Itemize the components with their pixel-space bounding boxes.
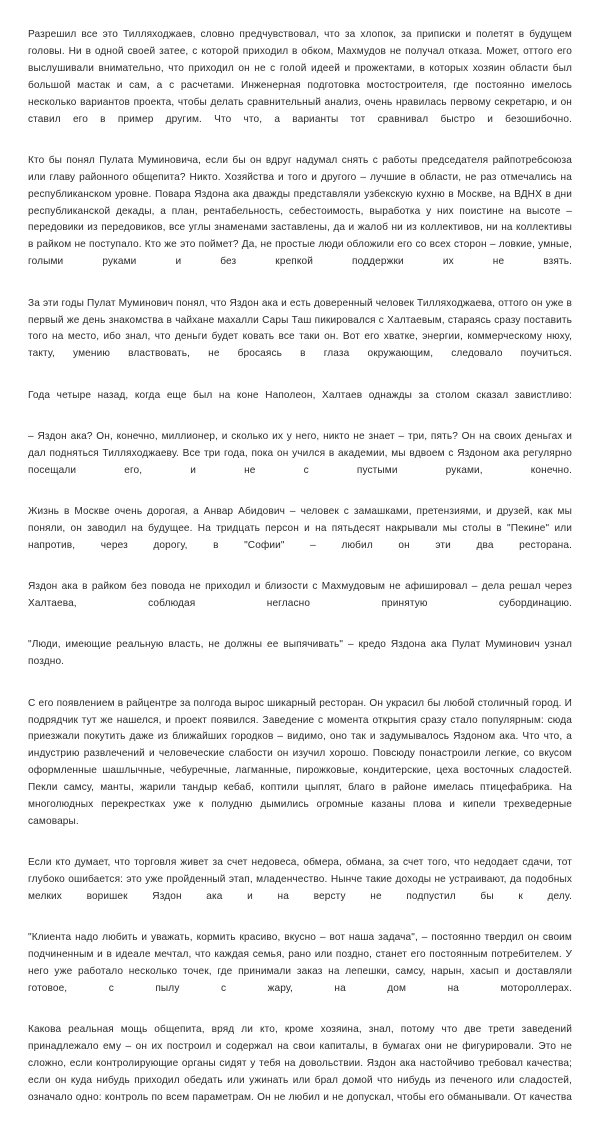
paragraph: Какова реальная мощь общепита, вряд ли кто, кроме хозяина, знал, потому что две трети заведений принадлежало ему – он их построил и содержал на свои капиталы, в бумагах они не фигурировали. Это не сложно, если контролирующие органы сидят у тебя на довольствии. Яздон ака настойчиво требовал качества; если он куда нибудь приходил обедать или ужинать или брал домой что нибудь из печеного или сладостей, означало одно: контроль по всем параметрам. Он не любил и не допускал, чтобы его обманывали. От качества <box>28 1024 572 1104</box>
document-text-body <box>28 27 572 1124</box>
paragraph: "Клиента надо любить и уважать, кормить красиво, вкусно – вот наша задача", – постоянно твердил он своим подчиненным и в идеале мечтал, что каждая семья, рано или поздно, станет его постоянным потребителем. У него уже работало несколько точек, где принимали заказ на лепешки, самсу, нарын, хасып и доставляли готовое, с пылу с жару, на дом на мотороллерах. <box>28 932 572 995</box>
paragraph: Жизнь в Москве очень дорогая, а Анвар Абидович – человек с замашками, претензиями, и друзей, как мы поняли, он заводил на будущее. На тридцать персон и на пятьдесят накрывали мы столы в "Пекине" или напротив, через дорогу, в "Софии" – любил он эти два ресторана. <box>28 506 572 551</box>
paragraph: Кто бы понял Пулата Муминовича, если бы он вдруг надумал снять с работы председателя райпотребсоюза или главу районного общепита? Никто. Хозяйства и того и другого – лучшие в области, не раз отмечались на республиканском уровне. Повара Яздона ака дважды представляли узбекскую кухню в Москве, на ВДНХ в дни республиканской декады, а план, рентабельность, себестоимость, выработка у них поистине на высоте – передовики из передовиков, все углы знаменами заставлены, да и жалоб ни из коллективов, ни на коллективы в райком не поступало. Кто же это поймет? Да, не простые люди обложили его со всех сторон – ловкие, умные, голыми руками и без крепкой поддержки их не взять. <box>28 154 572 268</box>
paragraph: Года четыре назад, когда еще был на коне Наполеон, Халтаев однажды за столом сказал завистливо: <box>28 389 572 401</box>
paragraph: Яздон ака в райком без повода не приходил и близости с Махмудовым не афишировал – дела решал через Халтаева, соблюдая негласно принятую субординацию. <box>28 581 572 610</box>
paragraph: За эти годы Пулат Муминович понял, что Яздон ака и есть доверенный человек Тилляходжаева, оттого он уже в первый же день знакомства в чайхане махалли Сары Таш пикировался с Халтаевым, стараясь сразу поставить того на место, ибо знал, что деньги будет ковать все таки он. Вот его хватке, энергии, коммерческому нюху, такту, умению властвовать, не бросаясь в глаза окружающим, следовало поучиться. <box>28 297 572 360</box>
paragraph: Если кто думает, что торговля живет за счет недовеса, обмера, обмана, за счет того, что недодает сдачи, тот глубоко ошибается: это уже пройденный этап, младенчество. Нынче такие доходы не устраивают, да подобных мелких воришек Яздон ака и на версту не подпустил бы к делу. <box>28 857 572 903</box>
paragraph: – Яздон ака? Он, конечно, миллионер, и сколько их у него, никто не знает – три, пять? Он на своих деньгах и дал подняться Тилляходжаеву. Все три года, пока он учился в академии, мы вдвоем с Яздоном ака регулярно посещали его, и не с пустыми руками, конечно. <box>28 430 572 476</box>
paragraph: С его появлением в райцентре за полгода вырос шикарный ресторан. Он украсил бы любой столичный город. И подрядчик тут же нашелся, и проект появился. Заведение с момента открытия сразу стало популярным: сюда приезжали покутить даже из ближайших городков – видимо, оно так и задумывалось Яздоном ака. Что что, а индустрию развлечений и человеческие слабости он изучил хорошо. Повсюду понастроили легкие, со вкусом оформленные шашлычные, чебуречные, лагманные, пирожковые, кондитерские, цеха восточных сладостей. Пекли самсу, манты, жарили тандыр кебаб, коптили цыплят, благо в районе имелась птицефабрика. На многолюдных перекрестках уже к полудню дымились огромные казаны плова и кипели трехведерные самовары. <box>28 697 572 827</box>
paragraph: Разрешил все это Тилляходжаев, словно предчувствовал, что за хлопок, за приписки и полетят в будущем головы. Ни в одной своей затее, с которой приходил в обком, Махмудов не получал отказа. Может, оттого его выслушивали внимательно, что приходил он не с голой идеей и прожектами, в которых хозяин области был большой мастак и сам, а с расчетами. Инженерная подготовка мостостроителя, где постоянно имелось несколько вариантов проекта, чтобы делать сравнительный анализ, очень нравилась первому секретарю, и он ставил его в пример другим. Что что, а варианты тот сравнивал быстро и безошибочно. <box>28 29 572 125</box>
paragraph: "Люди, имеющие реальную власть, не должны ее выпячивать" – кредо Яздона ака Пулат Муминович узнал поздно. <box>28 639 572 668</box>
